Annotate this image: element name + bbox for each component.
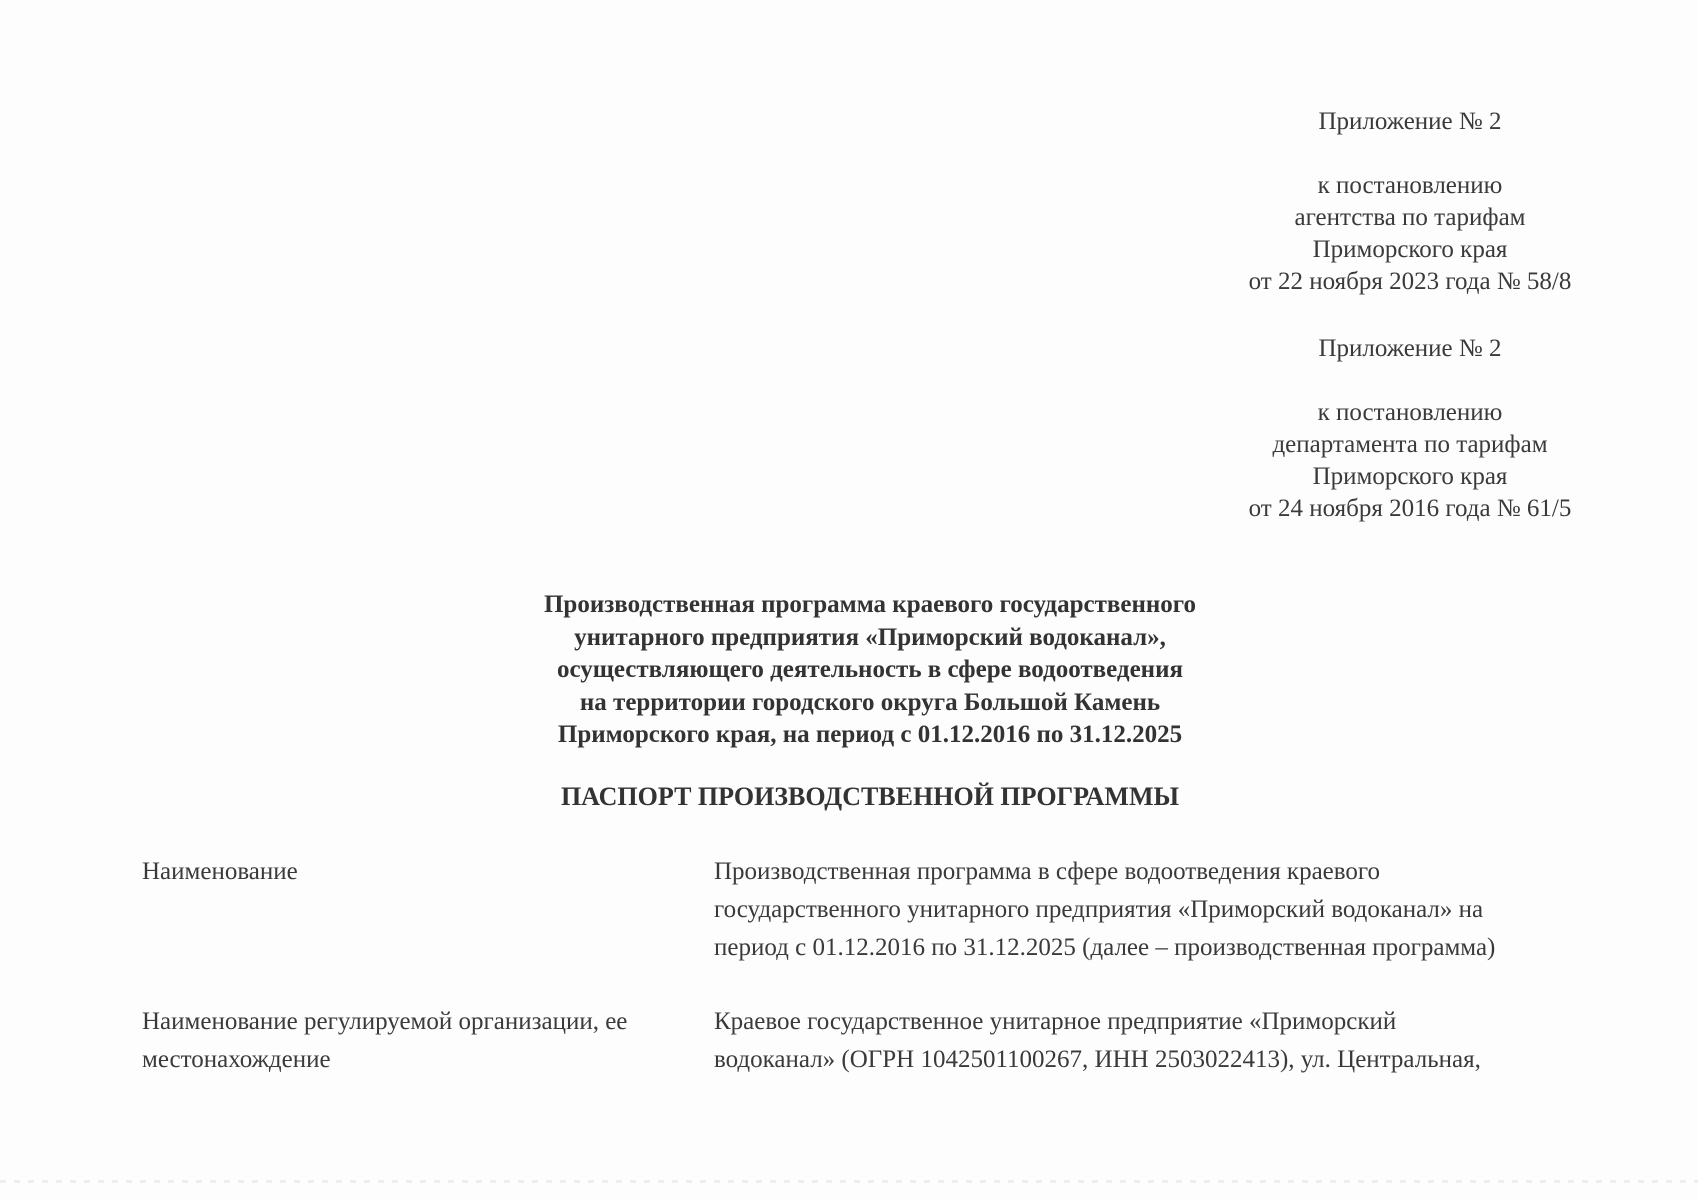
- appendix-title: Приложение № 2: [1318, 108, 1502, 135]
- approval-line: Приморского края: [1312, 463, 1508, 490]
- spacer: [1180, 138, 1640, 170]
- program-title: [440, 589, 1300, 752]
- scan-artifact: [0, 1180, 1698, 1183]
- program-title-line: на территории городского округа Большой Камень: [579, 688, 1161, 716]
- passport-table: [142, 853, 1622, 1115]
- spacer: [1180, 365, 1640, 397]
- approval-line: от 24 ноября 2016 года № 61/5: [1248, 495, 1572, 522]
- approval-line: от 22 ноября 2023 года № 58/8: [1248, 268, 1572, 295]
- row-label: [142, 1003, 714, 1079]
- row-label-line: местонахождение: [142, 1046, 331, 1073]
- approval-block-2023: [1180, 106, 1640, 298]
- program-title-line: осуществляющего деятельность в сфере водоотведения: [556, 656, 1183, 683]
- program-title-line: унитарного предприятия «Приморский водоканал»,: [574, 623, 1166, 651]
- row-value-line: период с 01.12.2016 по 31.12.2025 (далее – производственная программа): [714, 934, 1496, 961]
- row-value: [714, 853, 1622, 967]
- row-label-line: Наименование: [142, 858, 298, 885]
- row-value-line: Производственная программа в сфере водоотведения краевого: [714, 858, 1381, 885]
- row-value-line: Краевое государственное унитарное предприятие «Приморский: [714, 1008, 1397, 1035]
- row-label-line: Наименование регулируемой организации, ее: [142, 1008, 628, 1035]
- approval-line: Приморского края: [1312, 236, 1508, 263]
- appendix-title: Приложение № 2: [1318, 335, 1502, 362]
- program-title-line: Приморского края, на период с 01.12.2016 по 31.12.2025: [557, 721, 1183, 748]
- approval-line: агентства по тарифам: [1294, 204, 1526, 231]
- passport-row-organization: [142, 1003, 1622, 1079]
- approval-line: к постановлению: [1317, 399, 1503, 426]
- row-label: [142, 853, 714, 967]
- row-value-line: государственного унитарного предприятия «Приморский водоканал» на: [714, 896, 1484, 923]
- approval-block-2016: [1180, 333, 1640, 525]
- approval-line: к постановлению: [1317, 172, 1503, 199]
- row-value-line: водоканал» (ОГРН 1042501100267, ИНН 2503022413), ул. Центральная,: [714, 1046, 1481, 1073]
- approval-line: департамента по тарифам: [1272, 431, 1548, 458]
- row-value: [714, 1003, 1622, 1079]
- passport-row-name: [142, 853, 1622, 967]
- program-title-line: Производственная программа краевого государственного: [543, 591, 1196, 618]
- passport-heading: ПАСПОРТ ПРОИЗВОДСТВЕННОЙ ПРОГРАММЫ: [560, 782, 1180, 811]
